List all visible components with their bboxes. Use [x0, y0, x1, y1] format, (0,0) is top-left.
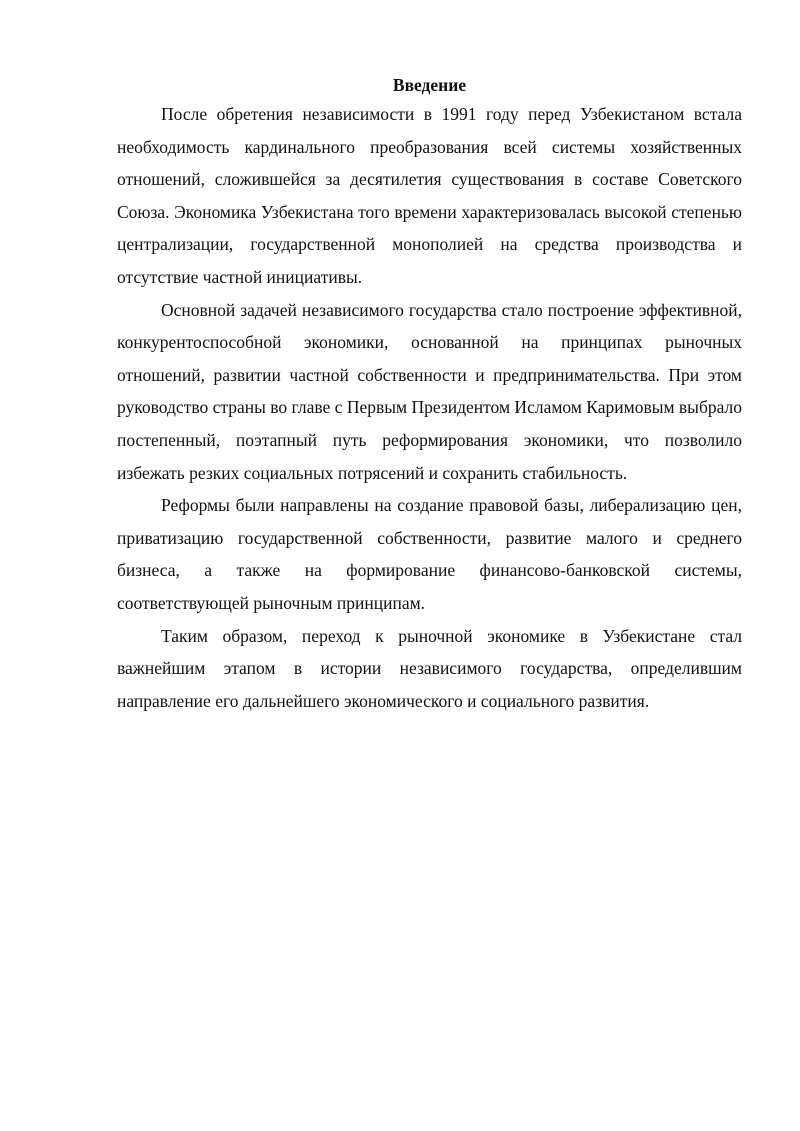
document-body: [117, 72, 742, 717]
paragraph: После обретения независимости в 1991 году перед Узбекистаном встала необходимость кардинального преобразования всей системы хозяйственных отношений, сложившейся за десятилетия существования в составе Советского Союза. Экономика Узбекистана того времени характеризовалась высокой степенью централизации, государственной монополией на средства производства и отсутствие частной инициативы.: [117, 104, 742, 287]
section-heading: Введение: [392, 75, 467, 95]
paragraph: Реформы были направлены на создание правовой базы, либерализацию цен, приватизацию государственной собственности, развитие малого и среднего бизнеса, а также на формирование финансово-банковской системы, соответствующей рыночным принципам.: [117, 495, 742, 613]
paragraph: Таким образом, переход к рыночной экономике в Узбекистане стал важнейшим этапом в истории независимого государства, определившим направление его дальнейшего экономического и социального развития.: [117, 625, 742, 711]
paragraph: Основной задачей независимого государства стало построение эффективной, конкурентоспособной экономики, основанной на принципах рыночных отношений, развитии частной собственности и предпринимательства. При этом руководство страны во главе с Первым Президентом Исламом Каримовым выбрало постепенный, поэтапный путь реформирования экономики, что позволило избежать резких социальных потрясений и сохранить стабильность.: [117, 299, 742, 483]
